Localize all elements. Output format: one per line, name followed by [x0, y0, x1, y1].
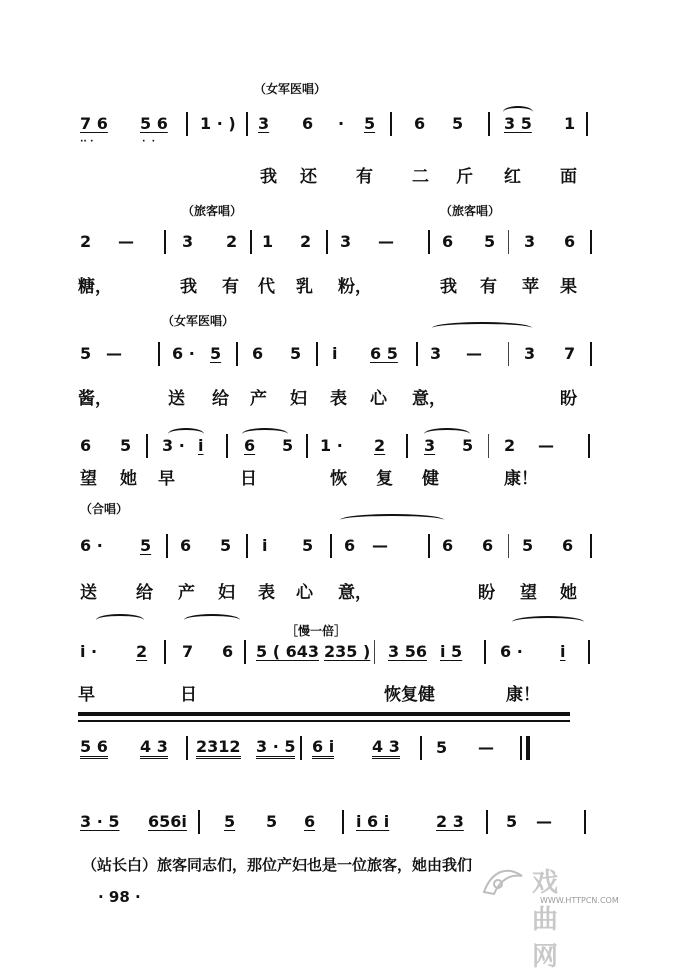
note: 3: [340, 232, 352, 251]
note: —: [538, 436, 554, 455]
bar-line: [588, 434, 590, 458]
note: —: [118, 232, 134, 251]
note: 4 3: [372, 738, 400, 759]
bar-line: [586, 112, 588, 136]
note: 5: [282, 436, 294, 455]
final-bar-thin: [520, 736, 522, 760]
note: 2312: [196, 738, 241, 759]
note: 3: [524, 344, 536, 363]
annotation-half-tempo: ［慢一倍］: [286, 624, 347, 638]
note: 2 3: [436, 812, 464, 831]
bar-line: [584, 810, 586, 834]
bar-line: [590, 230, 592, 254]
bar-line: [246, 112, 248, 136]
note: 3: [430, 344, 442, 363]
watermark-text: 戏曲网: [532, 868, 559, 972]
lyric-char: 她: [560, 583, 577, 603]
dashed-bar-line: [508, 534, 509, 558]
note: —: [372, 536, 388, 555]
lyric-char: 复: [376, 469, 393, 489]
note: 3: [258, 114, 270, 133]
lyric-char: 妇: [290, 389, 307, 409]
note: 6: [414, 114, 426, 133]
lyric-char: 日: [240, 469, 257, 489]
bar-line: [246, 534, 248, 558]
bar-line: [226, 434, 228, 458]
bar-line: [146, 434, 148, 458]
tie-mark: [340, 514, 444, 526]
lyric-char: 日: [180, 685, 197, 705]
note: 5: [506, 812, 518, 831]
note: 5: [462, 436, 474, 455]
lyric-char: 恢: [330, 469, 347, 489]
note: 656i: [148, 812, 187, 831]
note: 6 ·: [172, 344, 195, 363]
bar-line: [484, 640, 486, 664]
note: 1 ·: [320, 436, 343, 455]
lyric-char: 有: [222, 277, 239, 297]
bar-line: [486, 810, 488, 834]
low-octave-dots: · ·: [142, 137, 156, 147]
note: 6: [344, 536, 356, 555]
note: 6: [252, 344, 264, 363]
note: —: [106, 344, 122, 363]
lyric-char: 代: [258, 277, 275, 297]
note: 3: [524, 232, 536, 251]
lyric-char: 早: [158, 469, 175, 489]
lyric-char: 盼: [560, 389, 577, 409]
lyric-char: 妇: [218, 583, 235, 603]
lyric-char: 粉，: [338, 277, 372, 297]
bar-line: [326, 230, 328, 254]
lyric-char: 酱，: [78, 389, 112, 409]
score-line-13: [0, 738, 674, 764]
lyric-char: 有: [480, 277, 497, 297]
bar-line: [300, 736, 302, 760]
lyric-char: 我: [440, 277, 457, 297]
annotation-chorus: （合唱）: [80, 502, 129, 516]
bar-line: [166, 534, 168, 558]
note: 5: [80, 344, 92, 363]
bar-line: [590, 534, 592, 558]
note: 6: [562, 536, 574, 555]
note: 5: [224, 812, 236, 831]
bar-line: [330, 534, 332, 558]
note: 5: [484, 232, 496, 251]
note: —: [536, 812, 552, 831]
dashed-bar-line: [508, 342, 509, 366]
bar-line: [316, 342, 318, 366]
lyric-char: 送: [80, 583, 97, 603]
note: 2: [300, 232, 312, 251]
note: i: [198, 436, 204, 455]
note: 5: [266, 812, 278, 831]
note: 5 6: [140, 114, 168, 133]
lyric-char: 表: [258, 583, 275, 603]
lyric-char: 红: [504, 167, 521, 187]
note: i: [560, 642, 566, 661]
lyric-char: 表: [330, 389, 347, 409]
note: 2: [504, 436, 516, 455]
annotation-female-doctor-sings: （女军医唱）: [254, 82, 327, 96]
lyric-char: 望: [520, 583, 537, 603]
lyric-char: 我: [180, 277, 197, 297]
note: 2: [226, 232, 238, 251]
lyric-char: 望: [80, 469, 97, 489]
note: 6 ·: [80, 536, 103, 555]
score-line-1: [0, 114, 674, 140]
lyric-char: 还: [300, 167, 317, 187]
note: 6: [302, 114, 314, 133]
note: 5: [210, 344, 222, 363]
lyric-char: 苹: [522, 277, 539, 297]
note: 6: [442, 536, 454, 555]
note: 7: [564, 344, 576, 363]
note: 5: [436, 738, 448, 757]
note: 5: [220, 536, 232, 555]
bar-line: [236, 342, 238, 366]
note: 5: [452, 114, 464, 133]
score-line-9: [0, 536, 674, 562]
note: 5: [302, 536, 314, 555]
bar-line: [250, 230, 252, 254]
lyric-char: 给: [136, 583, 153, 603]
watermark-logo-icon: [478, 862, 528, 902]
bar-line: [428, 534, 430, 558]
note: 6: [564, 232, 576, 251]
note: i: [332, 344, 338, 363]
note: 5 6: [80, 738, 108, 759]
dashed-bar-line: [488, 434, 489, 458]
lyric-char: 糖，: [78, 277, 112, 297]
lyric-char: 斤: [456, 167, 473, 187]
bar-line: [244, 640, 246, 664]
lyric-char: 产: [178, 583, 195, 603]
note: 2: [80, 232, 92, 251]
lyric-char: 她: [120, 469, 137, 489]
lyric-char: 盼: [478, 583, 495, 603]
separator-rule: [78, 712, 570, 716]
note: 5: [522, 536, 534, 555]
note: 6 i: [312, 738, 334, 759]
annotation-female-doctor-sings: （女军医唱）: [162, 314, 235, 328]
note: 6: [244, 436, 256, 455]
bar-line: [164, 230, 166, 254]
score-line-7: [0, 436, 674, 462]
note: 1: [564, 114, 576, 133]
lyric-char: 健: [422, 469, 439, 489]
note: 7 6: [80, 114, 108, 133]
note: 3: [424, 436, 436, 455]
lyric-char: 早: [78, 685, 95, 705]
lyric-char: 意，: [338, 583, 372, 603]
slur-mark: [512, 616, 584, 628]
annotation-traveler-sings: （旅客唱）: [440, 204, 501, 218]
lyric-char: 康！: [506, 685, 540, 705]
note: 3 ·: [162, 436, 185, 455]
note: 6 5: [370, 344, 398, 363]
annotation-traveler-sings: （旅客唱）: [182, 204, 243, 218]
bar-line: [588, 640, 590, 664]
score-line-14: [0, 812, 674, 838]
bar-line: [590, 342, 592, 366]
score-line-5: [0, 344, 674, 370]
lyric-char: 乳: [296, 277, 313, 297]
bar-line: [488, 112, 490, 136]
bar-line: [198, 810, 200, 834]
lyric-char: 二: [412, 167, 429, 187]
lyric-char: 恢复健: [384, 685, 435, 705]
note: 6: [80, 436, 92, 455]
note: 4 3: [140, 738, 168, 759]
note: —: [378, 232, 394, 251]
note: 3 · 5: [80, 812, 120, 831]
lyric-char: 心: [370, 389, 387, 409]
lyric-char: 心: [296, 583, 313, 603]
note: ·: [338, 114, 345, 133]
lyric-char: 产: [250, 389, 267, 409]
note: 5: [120, 436, 132, 455]
note: 6: [482, 536, 494, 555]
separator-rule: [78, 720, 570, 722]
page-number: · 98 ·: [98, 888, 141, 906]
bar-line: [158, 342, 160, 366]
watermark: [478, 862, 619, 972]
note: 6 ·: [500, 642, 523, 661]
dashed-bar-line: [508, 230, 509, 254]
note: 7: [182, 642, 194, 661]
bar-line: [186, 112, 188, 136]
note: 5 ( 643: [256, 642, 319, 661]
lyric-char: 给: [212, 389, 229, 409]
dashed-bar-line: [374, 640, 375, 664]
note: —: [466, 344, 482, 363]
score-line-11: [0, 642, 674, 668]
note: 6: [442, 232, 454, 251]
note: i ·: [80, 642, 98, 661]
watermark-url: WWW.HTTPCN.COM: [540, 896, 619, 905]
tie-mark: [432, 322, 532, 334]
note: 6: [180, 536, 192, 555]
slur-mark: [503, 106, 533, 118]
bar-line: [390, 112, 392, 136]
lyric-char: 意，: [412, 389, 446, 409]
slur-mark: [184, 614, 240, 626]
final-bar-thick: [526, 736, 530, 760]
note: 235 ): [324, 642, 371, 661]
note: 1: [262, 232, 274, 251]
note: i: [262, 536, 268, 555]
bar-line: [342, 810, 344, 834]
note: 5: [290, 344, 302, 363]
narration-text: （站长白）旅客同志们，那位产妇也是一位旅客，她由我们: [82, 856, 473, 874]
note: 5: [364, 114, 376, 133]
lyric-char: 送: [168, 389, 185, 409]
bar-line: [428, 230, 430, 254]
note: 6: [222, 642, 234, 661]
note: 5: [140, 536, 152, 555]
bar-line: [406, 434, 408, 458]
note: i 5: [440, 642, 463, 661]
bar-line: [186, 736, 188, 760]
low-octave-dots: ·· ·: [80, 137, 94, 147]
lyric-char: 康！: [504, 469, 538, 489]
note: 3: [182, 232, 194, 251]
note: 3 · 5: [256, 738, 295, 759]
score-line-3: [0, 232, 674, 258]
bar-line: [164, 640, 166, 664]
lyric-char: 果: [560, 277, 577, 297]
lyric-char: 有: [356, 167, 373, 187]
slur-mark: [96, 614, 144, 626]
note: 3 5: [504, 114, 532, 133]
bar-line: [420, 736, 422, 760]
note: 2: [374, 436, 386, 455]
note: 3 56: [388, 642, 427, 661]
lyric-char: 面: [560, 167, 577, 187]
lyric-char: 我: [260, 167, 277, 187]
bar-line: [416, 342, 418, 366]
bar-line: [306, 434, 308, 458]
note: 6: [304, 812, 316, 831]
note: —: [478, 738, 494, 757]
note: 2: [136, 642, 148, 661]
note: i 6 i: [356, 812, 390, 831]
note: 1 · ): [200, 114, 236, 133]
